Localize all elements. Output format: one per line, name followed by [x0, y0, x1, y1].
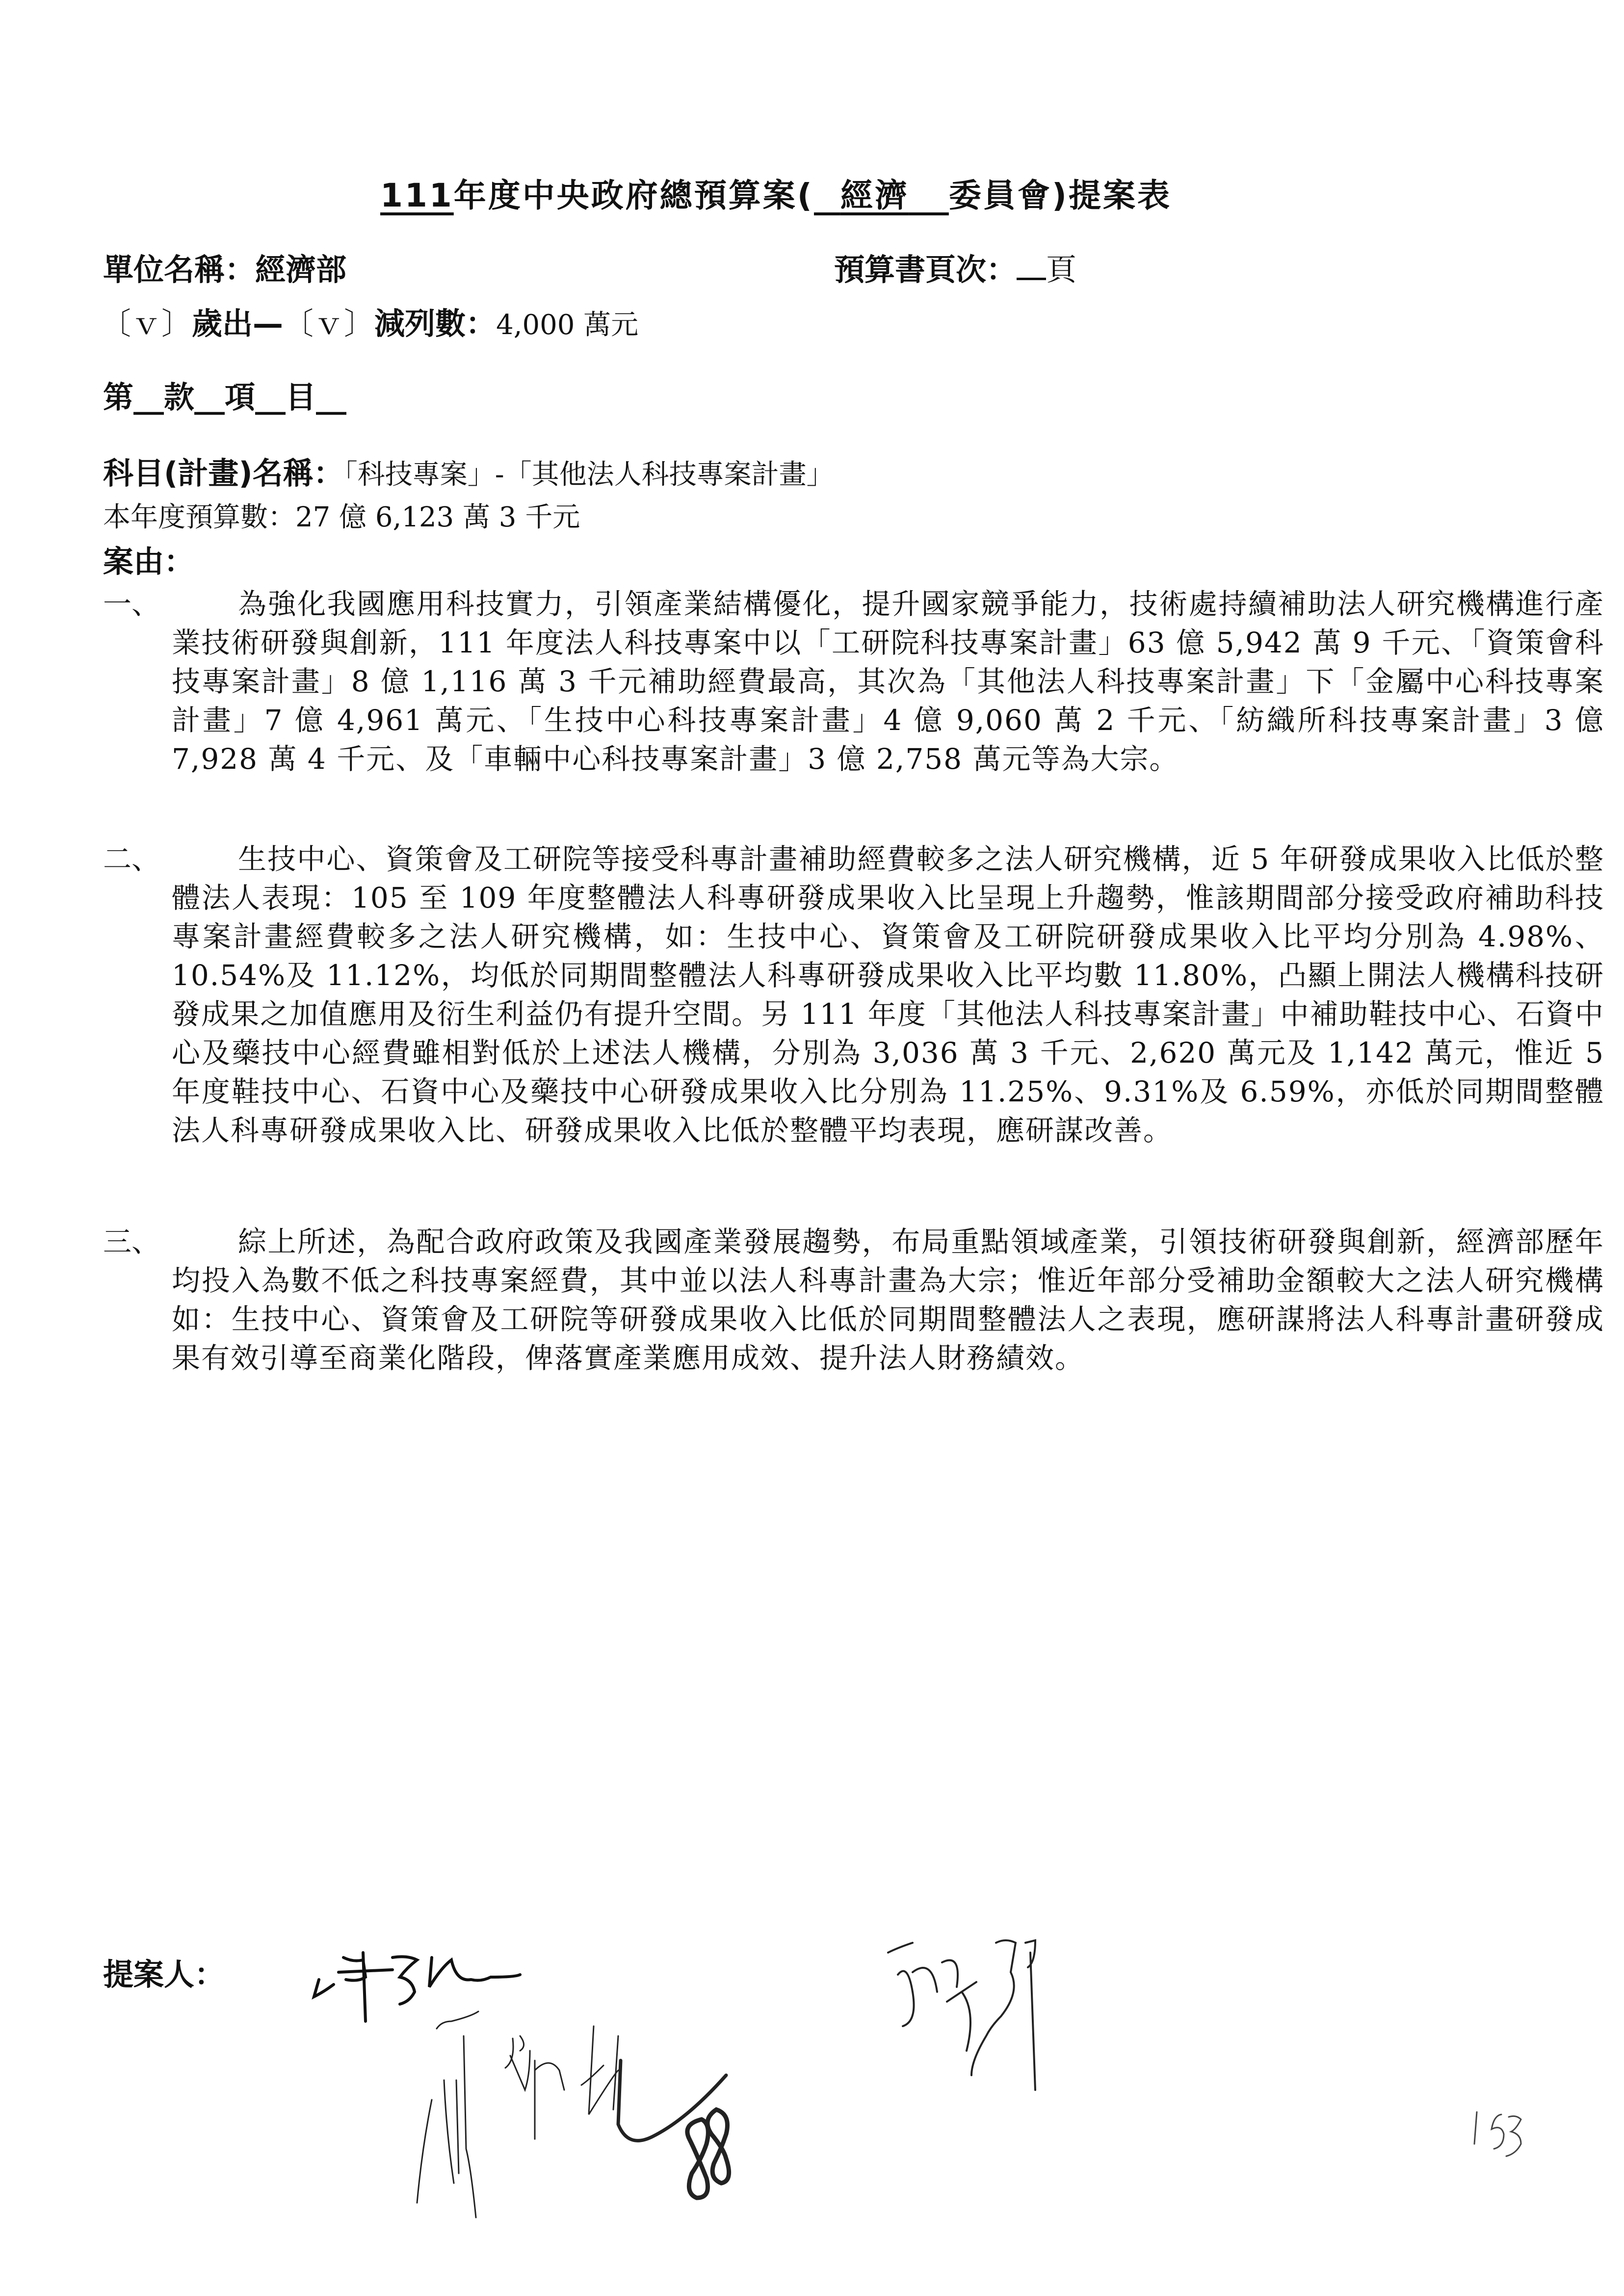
title-suffix: 委員會)提案表	[948, 177, 1172, 214]
reason-number: 二、	[103, 842, 160, 876]
reason-number: 三、	[103, 1225, 160, 1258]
title-prefix: 年度中央政府總預算案(	[453, 177, 814, 214]
reduction-checkbox[interactable]: 〔ｖ〕	[283, 306, 375, 341]
budget-page-label: 預算書頁次：	[834, 252, 1017, 287]
reason-label: 案由：	[103, 544, 195, 579]
unit-label: 單位名稱：	[103, 252, 256, 287]
signature-3	[888, 1940, 1035, 2090]
handwritten-88	[687, 2110, 729, 2198]
section-text: 第__款__項__目__	[103, 379, 347, 415]
signature-1	[314, 1953, 520, 2021]
reason-text: 綜上所述，為配合政府政策及我國產業發展趨勢，布局重點領域產業，引領技術研發與創新，經濟部歷年均投入為數不低之科技專案經費，其中並以法人科專計畫為大宗；惟近年部分受補助金額較大之法人研究機構如：生技中心、資策會及工研院等研發成果收入比低於同期間整體法人之表現，應研謀將法人科專計畫研發成果有效引導至商業化階段，俾落實產業應用成效、提升法人財務績效。	[172, 1225, 1604, 1375]
reduction-label: 減列數：	[374, 306, 497, 341]
title-committee: 經濟	[840, 177, 909, 214]
reason-text: 生技中心、資策會及工研院等接受科專計畫補助經費較多之法人研究機構，近 5 年研發成果收入比低於整體法人表現：105 至 109 年度整體法人科專研發成果收入比呈現上升趨勢，惟該期間部分接受政府補助科技專案計畫經費較多之法人研究機構，如：生技中心、資策會及工研院研發成果收入比平均分別為 4.98%、10.54%及 11.12%，均低於同期間整體法人科專研發成果收入比平均數 11.80%，凸顯上開法人機構科技研發成果之加值應用及衍生利益仍有提升空間。另 111 年度「其他法人科技專案計畫」中補助鞋技中心、石資中心及藥技中心經費雖相對低於上述法人機構，分別為 3,036 萬 3 千元、2,620 萬元及 1,142 萬元，惟近 5 年度鞋技中心、石資中心及藥技中心研發成果收入比分別為 11.25%、9.31%及 6.59%，亦低於同期間整體法人科專研發成果收入比、研發成果收入比低於整體平均表現，應研謀改善。	[172, 842, 1604, 1147]
reason-text: 為強化我國應用科技實力，引領產業結構優化，提升國家競爭能力，技術處持續補助法人研究機構進行產業技術研發與創新，111 年度法人科技專案中以「工研院科技專案計畫」63 億 5,942 萬 9 千元、「資策會科技專案計畫」8 億 1,116 萬 3 千元補助經費最高，其次為「其他法人科技專案計畫」下「金屬中心科技專案計畫」7 億 4,961 萬元、「生技中心科技專案計畫」4 億 9,060 萬 2 千元、「紡織所科技專案計畫」3 億 7,928 萬 4 千元、及「車輛中心科技專案計畫」3 億 2,758 萬元等為大宗。	[172, 587, 1604, 776]
reason-number: 一、	[103, 587, 160, 621]
annual-budget: 本年度預算數：27 億 6,123 萬 3 千元	[103, 501, 580, 533]
handwritten-page-153	[1474, 2112, 1521, 2156]
reduction-value: 4,000 萬元	[496, 309, 639, 341]
title-year: 111	[380, 177, 454, 214]
subject-label: 科目(計畫)名稱：	[103, 455, 344, 491]
expense-checkbox[interactable]: 〔ｖ〕	[101, 306, 192, 341]
proposer-label: 提案人：	[103, 1957, 225, 1992]
unit-value: 經濟部	[255, 252, 347, 287]
subject-value: 「科技專案」-「其他法人科技專案計畫」	[343, 459, 834, 491]
signature-2	[417, 2011, 726, 2218]
expense-label: 歲出—	[192, 306, 284, 341]
budget-page-unit: 頁	[1046, 252, 1077, 287]
